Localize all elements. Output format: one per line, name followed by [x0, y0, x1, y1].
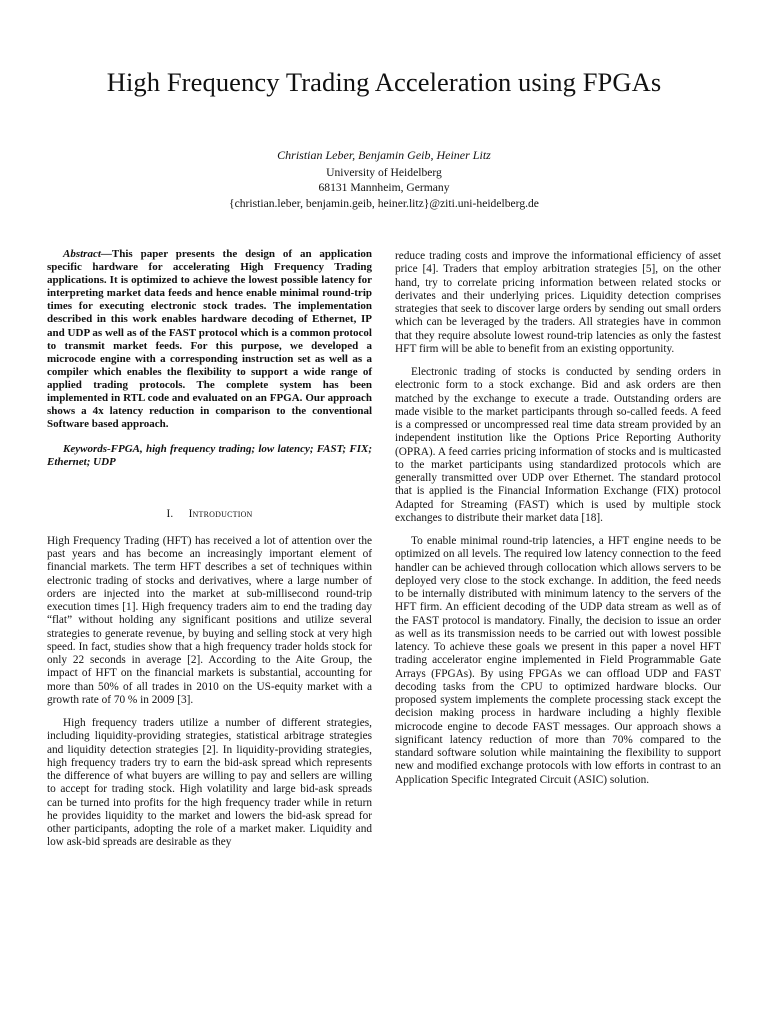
author-names: Christian Leber, Benjamin Geib, Heiner Litz — [277, 148, 491, 162]
intro-paragraph-2: High frequency traders utilize a number of different strategies, including liquidity-providing strategies, statistical arbitrage strategies and liquidity detection strategies [2]. In liquidity-providing strategies, high frequency traders try to earn the bid-ask spread which represents the difference of what buyers are willing to pay and sellers are willing to accept for trading stock. High volatility and large bid-ask spreads can be turned into profits for the high frequency trader while in return he provides liquidity to the market and lowers the bid-ask spread for other participants, adopting the role of a market maker. Liquidity and low ask-bid spreads are desirable as they — [47, 717, 372, 849]
section-title: Introduction — [188, 507, 253, 520]
section-number: I. — [166, 507, 174, 520]
intro-paragraph-5: To enable minimal round-trip latencies, a HFT engine needs to be optimized on all levels. The required low latency connection to the feed handler can be achieved through collocation which allows servers to be deployed very close to the stock exchange. In addition, the feed needs to be internally distributed with minimum latency to the servers of the HFT firm. An efficient decoding of the UDP data stream as well as of the FAST protocol is mandatory. Finally, the decision to issue an order as well as its transmission needs to be carried out with lowest possible latency. To achieve these goals we present in this paper a novel HFT trading accelerator engine implemented in Field Programmable Gate Arrays (FPGAs). By using FPGAs we can offload UDP and FAST decoding tasks from the CPU to optimized hardware blocks. Our proposed system implements the complete processing stack except the decision making process in hardware including a highly flexible microcode engine to decode FAST messages. Our approach shows a significant latency reduction of more than 70% compared to the standard software solution while maintaining the flexibility to support new and modified exchange protocols with low efforts in contrast to an Application Specific Integrated Circuit (ASIC) solution. — [395, 535, 721, 786]
section-heading-introduction — [47, 508, 372, 521]
left-column — [47, 248, 372, 850]
address: 68131 Mannheim, Germany — [318, 181, 450, 195]
abstract-text: This paper presents the design of an application specific hardware for accelerating High Frequency Trading applications. It is optimized to achieve the lowest possible latency for interpreting market data feeds and hence enable minimal round-trip times for executing electronic stock trades. The implementation described in this work enables hardware decoding of Ethernet, IP and UDP as well as of the FAST protocol which is a common protocol to transmit market feeds. For this purpose, we developed a microcode engine with a corresponding instruction set as well as a compiler which enables the flexibility to support a wide range of applied trading protocols. The complete system has been implemented in RTL code and evaluated on an FPGA. Our approach shows a 4x latency reduction in comparison to the conventional Software based approach. — [47, 248, 372, 431]
abstract-lead: Abstract— — [63, 248, 112, 260]
keywords: Keywords-FPGA, high frequency trading; low latency; FAST; FIX; Ethernet; UDP — [47, 443, 372, 469]
paper-title: High Frequency Trading Acceleration using FPGAs — [106, 67, 662, 97]
author-block — [0, 148, 768, 211]
abstract — [47, 248, 372, 431]
intro-paragraph-3: reduce trading costs and improve the informational efficiency of asset price [4]. Traders that employ arbitration strategies [5], on the other hand, try to correlate pricing information between related stocks or derivates and their underlying prices. Liquidity detection comprises strategies that seek to discover large orders by sending out small orders which can be leveraged by the traders. All strategies have in common that they require absolute lowest round-trip latencies as only the fastest HFT firm will be able to benefit from an existing opportunity. — [395, 250, 721, 355]
right-column — [395, 250, 721, 787]
author-emails: {christian.leber, benjamin.geib, heiner.litz}@ziti.uni-heidelberg.de — [229, 196, 539, 210]
intro-paragraph-1: High Frequency Trading (HFT) has received a lot of attention over the past years and has become an increasingly important element of financial markets. The term HFT describes a set of techniques within electronic trading of stocks and derivatives, where a large number of orders are injected into the market at sub-millisecond round-trip execution times [1]. High frequency traders aim to end the trading day “flat” without holding any significant positions and utilize several strategies to generate revenue, by buying and selling stock at very high speed. In fact, studies show that a high frequency trader holds stock for only 22 seconds in average [2]. According to the Aite Group, the impact of HFT on the financial markets is substantial, accounting for more than 50% of all trades in 2010 on the US-equity market with a growth rate of 70 % in 2009 [3]. — [47, 534, 372, 706]
affiliation: University of Heidelberg — [326, 166, 442, 180]
intro-paragraph-4: Electronic trading of stocks is conducted by sending orders in electronic form to a stock exchange. Bid and ask orders are then matched by the exchange to execute a trade. Outstanding orders are made visible to the market participants through so-called feeds. A feed is a compressed or uncompressed real time data stream provided by an independent institution like the Options Price Reporting Authority (OPRA). A feed carries pricing information of stocks and is multicasted to the market participants using standardized protocols which are generally transmitted over UDP over Ethernet. The standard protocol that is applied is the Financial Information Exchange (FIX) protocol Adapted for Streaming (FAST) which is used by multiple stock exchanges to distribute their market data [18]. — [395, 366, 721, 524]
